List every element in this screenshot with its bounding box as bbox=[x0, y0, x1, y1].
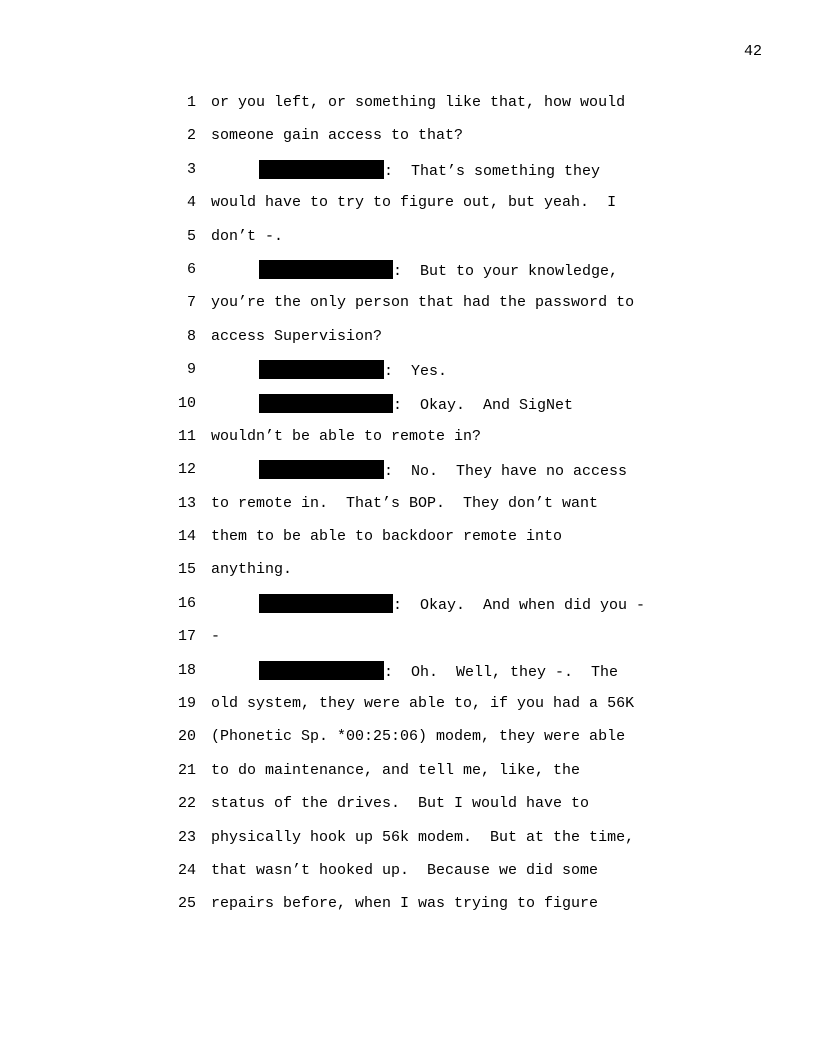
redacted-speaker-name bbox=[259, 661, 384, 680]
line-text bbox=[211, 193, 616, 213]
line-number: 13 bbox=[177, 494, 196, 512]
line-words: access Supervision? bbox=[211, 327, 383, 345]
line-words: (Phonetic Sp. *00:25:06) modem, they were able bbox=[211, 728, 626, 746]
page-number: 42 bbox=[743, 43, 762, 60]
line-number: 8 bbox=[186, 327, 196, 345]
line-words: - bbox=[211, 628, 221, 646]
line-number: 22 bbox=[177, 795, 196, 813]
transcript-line bbox=[0, 260, 816, 293]
transcript-line bbox=[0, 460, 816, 493]
transcript-line bbox=[0, 494, 816, 527]
line-number: 3 bbox=[186, 160, 196, 178]
line-words: would have to try to figure out, but yeah. I bbox=[211, 194, 617, 212]
line-number: 11 bbox=[177, 427, 196, 445]
line-words: anything. bbox=[211, 561, 293, 579]
transcript-line bbox=[0, 293, 816, 326]
line-text bbox=[211, 761, 580, 781]
transcript-line bbox=[0, 394, 816, 427]
transcript-line bbox=[0, 193, 816, 226]
line-text bbox=[211, 727, 625, 747]
transcript-line bbox=[0, 894, 816, 927]
line-number: 5 bbox=[186, 227, 196, 245]
line-words: to remote in. That’s BOP. They don’t want bbox=[211, 494, 599, 512]
line-text bbox=[211, 527, 562, 547]
line-words: : That’s something they bbox=[384, 162, 601, 180]
transcript-line bbox=[0, 93, 816, 126]
transcript-body bbox=[0, 93, 816, 928]
line-text bbox=[211, 327, 382, 347]
line-words: : Oh. Well, they -. The bbox=[384, 663, 619, 681]
line-text bbox=[211, 694, 634, 714]
transcript-line bbox=[0, 327, 816, 360]
line-text bbox=[259, 661, 618, 683]
line-text bbox=[211, 93, 625, 113]
line-number: 1 bbox=[186, 94, 196, 111]
line-words: to do maintenance, and tell me, like, the bbox=[211, 761, 581, 779]
transcript-line bbox=[0, 828, 816, 861]
line-text bbox=[211, 427, 481, 447]
line-text bbox=[211, 828, 634, 848]
line-number: 7 bbox=[186, 294, 196, 312]
line-text bbox=[211, 627, 220, 647]
line-words: don’t -. bbox=[211, 227, 284, 245]
line-number: 12 bbox=[177, 461, 196, 479]
transcript-line bbox=[0, 360, 816, 393]
line-number: 23 bbox=[177, 828, 196, 846]
transcript-line bbox=[0, 794, 816, 827]
line-words: : No. They have no access bbox=[384, 463, 628, 481]
transcript-line bbox=[0, 427, 816, 460]
transcript-line bbox=[0, 627, 816, 660]
line-number: 9 bbox=[186, 361, 196, 379]
line-text bbox=[211, 794, 589, 814]
transcript-line bbox=[0, 126, 816, 159]
line-text bbox=[259, 460, 627, 482]
line-words: or you left, or something like that, how would bbox=[211, 94, 626, 111]
line-words: them to be able to backdoor remote into bbox=[211, 528, 563, 546]
line-number: 4 bbox=[186, 194, 196, 212]
line-text bbox=[259, 160, 600, 182]
line-text bbox=[211, 894, 598, 914]
transcript-line bbox=[0, 694, 816, 727]
line-words: wouldn’t be able to remote in? bbox=[211, 427, 482, 445]
line-words: you’re the only person that had the password to bbox=[211, 294, 635, 312]
transcript-line bbox=[0, 527, 816, 560]
redacted-speaker-name bbox=[259, 594, 393, 613]
transcript-line bbox=[0, 861, 816, 894]
line-number: 18 bbox=[177, 661, 196, 679]
line-number: 21 bbox=[177, 761, 196, 779]
transcript-line bbox=[0, 160, 816, 193]
line-text bbox=[259, 260, 618, 282]
line-number: 19 bbox=[177, 695, 196, 713]
redacted-speaker-name bbox=[259, 360, 384, 379]
line-number: 10 bbox=[177, 394, 196, 412]
line-words: physically hook up 56k modem. But at the time, bbox=[211, 828, 635, 846]
line-text bbox=[259, 360, 447, 382]
redacted-speaker-name bbox=[259, 260, 393, 279]
redacted-speaker-name bbox=[259, 160, 384, 179]
transcript-line bbox=[0, 594, 816, 627]
line-text bbox=[211, 227, 283, 247]
line-number: 20 bbox=[177, 728, 196, 746]
line-text bbox=[211, 293, 634, 313]
line-number: 25 bbox=[177, 895, 196, 913]
line-number: 15 bbox=[177, 561, 196, 579]
line-text bbox=[211, 560, 292, 580]
line-words: status of the drives. But I would have to bbox=[211, 795, 590, 813]
redacted-speaker-name bbox=[259, 460, 384, 479]
line-number: 17 bbox=[177, 628, 196, 646]
line-number: 16 bbox=[177, 594, 196, 612]
line-text bbox=[211, 494, 598, 514]
redacted-speaker-name bbox=[259, 394, 393, 413]
line-text bbox=[211, 861, 598, 881]
line-words: : Okay. And SigNet bbox=[393, 396, 574, 414]
line-words: old system, they were able to, if you had a 56K bbox=[211, 695, 635, 713]
line-words: repairs before, when I was trying to figure bbox=[211, 895, 599, 913]
line-number: 2 bbox=[186, 127, 196, 145]
transcript-line bbox=[0, 727, 816, 760]
line-words: : Yes. bbox=[384, 363, 448, 381]
line-text bbox=[211, 126, 463, 146]
line-words: someone gain access to that? bbox=[211, 127, 464, 145]
line-words: : Okay. And when did you - bbox=[393, 596, 646, 614]
transcript-line bbox=[0, 560, 816, 593]
line-number: 24 bbox=[177, 861, 196, 879]
transcript-line bbox=[0, 661, 816, 694]
line-text bbox=[259, 394, 573, 416]
line-words: : But to your knowledge, bbox=[393, 262, 619, 280]
transcript-line bbox=[0, 227, 816, 260]
transcript-line bbox=[0, 761, 816, 794]
line-words: that wasn’t hooked up. Because we did some bbox=[211, 861, 599, 879]
line-number: 6 bbox=[186, 260, 196, 278]
line-number: 14 bbox=[177, 528, 196, 546]
line-text bbox=[259, 594, 645, 616]
